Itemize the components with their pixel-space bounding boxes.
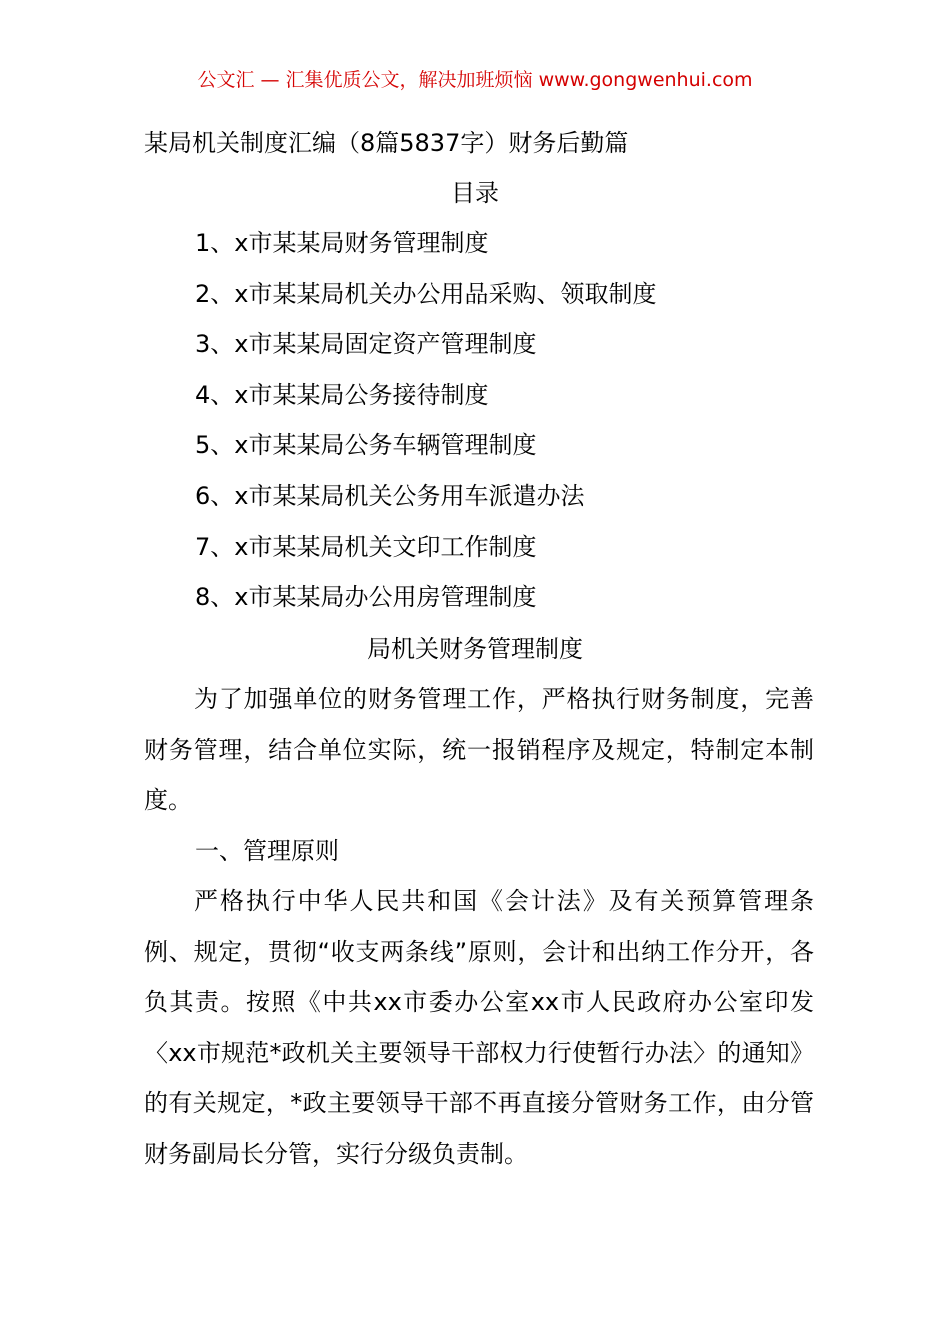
toc-item: 5、x市某某局公务车辆管理制度 (195, 431, 537, 460)
intro-paragraph: 为了加强单位的财务管理工作，严格执行财务制度，完善财务管理，结合单位实际，统一报销程序及规定，特制定本制度。 (144, 685, 814, 815)
toc-title: 目录 (451, 179, 499, 207)
toc-item: 6、x市某某局机关公务用车派遣办法 (195, 481, 585, 510)
toc-item: 8、x市某某局办公用房管理制度 (195, 583, 537, 612)
section-heading: 一、管理原则 (195, 837, 339, 865)
section-title: 局机关财务管理制度 (367, 635, 583, 663)
toc-item: 7、x市某某局机关文印工作制度 (195, 532, 537, 561)
toc-item: 2、x市某某局机关办公用品采购、领取制度 (195, 279, 657, 308)
body-paragraph: 严格执行中华人民共和国《会计法》及有关预算管理条例、规定，贯彻“收支两条线”原则，会计和出纳工作分开，各负其责。按照《中共xx市委办公室xx市人民政府办公室印发〈xx市规范*政机关主要领导干部权力行使暂行办法〉的通知》的有关规定，*政主要领导干部不再直接分管财务工作，由分管财务副局长分管，实行分级负责制。 (144, 887, 814, 1168)
toc-item: 1、x市某某局财务管理制度 (195, 229, 489, 257)
toc-item: 4、x市某某局公务接待制度 (195, 380, 489, 409)
document-title: 某局机关制度汇编（8篇5837字）财务后勤篇 (144, 129, 629, 157)
table-of-contents (195, 226, 656, 631)
toc-item: 3、x市某某局固定资产管理制度 (195, 330, 537, 359)
site-banner[interactable]: 公文汇 — 汇集优质公文，解决加班烦恼 www.gongwenhui.com (197, 69, 753, 91)
